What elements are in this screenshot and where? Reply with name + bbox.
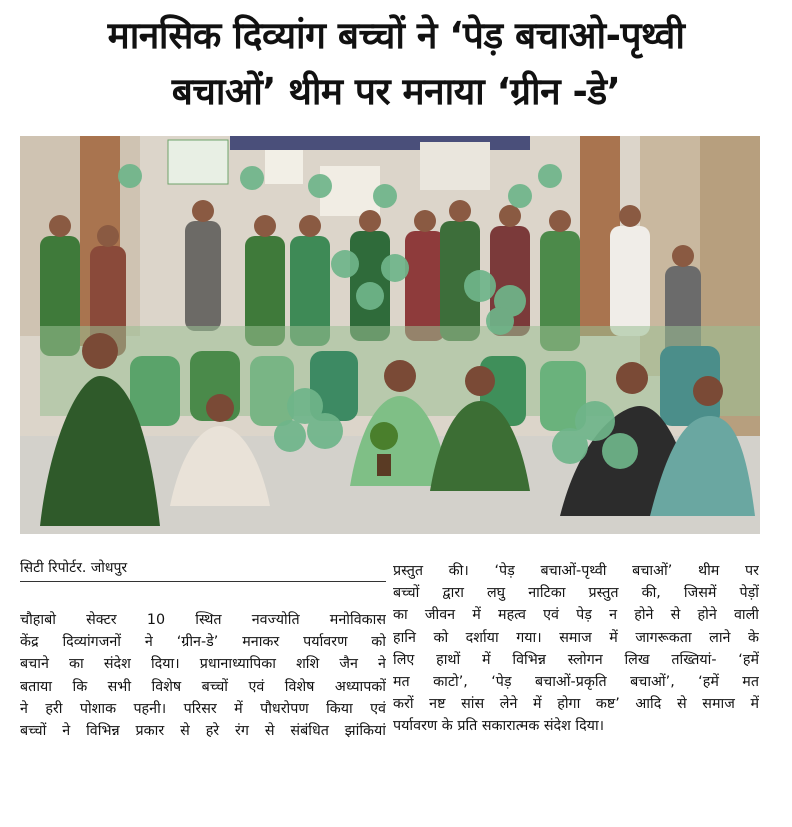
headline-line-2: बचाओं’ थीम पर मनाया ‘ग्रीन -डे’ (171, 70, 621, 113)
left-line: केंद्र दिव्यांगजनों ने ‘ग्रीन-डे’ मनाकर पर्यावरण को (20, 634, 386, 651)
right-line: हानि को दर्शाया गया। समाज में जागरूकता लाने के (393, 629, 759, 646)
photo-illustration (20, 136, 760, 534)
left-line: बच्चों ने विभिन्न प्रकार से हरे रंग से संबंधित झांकियां (20, 723, 386, 740)
headline-line-1: मानसिक दिव्यांग बच्चों ने ‘पेड़ बचाओ-पृथ्वी (107, 14, 685, 57)
left-line: बताया कि सभी विशेष बच्चों एवं विशेष अध्यापकों (20, 678, 386, 695)
right-line: पर्यावरण के प्रति सकारात्मक संदेश दिया। (393, 718, 605, 735)
right-line: मत काटो’, ‘पेड़ बचाओं-प्रकृति बचाओं’, ‘हमें मत (393, 674, 759, 691)
right-line: करों नष्ट सांस लेने में होगा कष्ट’ आदि से समाज में (393, 696, 759, 713)
group-photo-image (20, 136, 760, 534)
right-line: लिए हाथों में विभिन्न स्लोगन लिख तख्तियां- ‘हमें (393, 651, 759, 668)
left-line: ने हरी पोशाक पहनी। परिसर में पौधरोपण किया एवं (20, 700, 386, 717)
right-line: प्रस्तुत की। ‘पेड़ बचाओं-पृथ्वी बचाओं’ थीम पर (393, 563, 759, 579)
left-line: चौहाबो सेक्टर 10 स्थित नवज्योति मनोविकास (20, 612, 386, 628)
left-line: बचाने का संदेश दिया। प्रधानाध्यापिका शशि जैन ने (20, 656, 386, 673)
article-left-column (20, 609, 386, 742)
byline: सिटी रिपोर्टर. जोधपुर (20, 560, 128, 576)
right-line: का जीवन में महत्व एवं पेड़ न होने से होने वाली (393, 607, 759, 624)
article-right-column (393, 560, 759, 738)
right-line: बच्चों द्वारा लघु नाटिका प्रस्तुत की, जिसमें पेड़ों (393, 585, 759, 602)
byline-row (20, 558, 386, 582)
headline (20, 8, 772, 120)
